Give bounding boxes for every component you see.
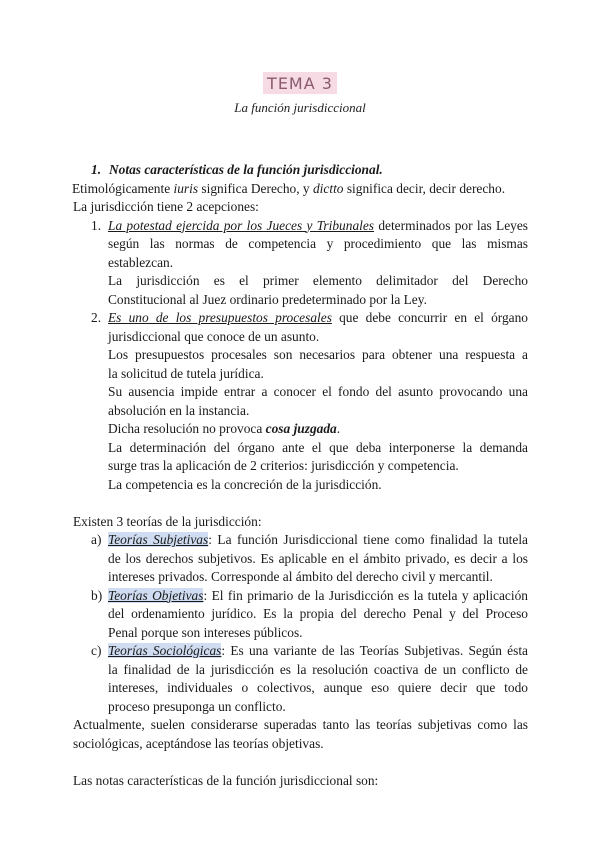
teorias-objetivas-link[interactable]: Teorías Objetivas (108, 587, 204, 603)
page-subtitle: La función jurisdiccional (234, 100, 366, 115)
teoria-item-a: a) Teorías Subjetivas: La función Jurisdiccional tiene como finalidad la tutela de los derechos subjetivos. Es aplicable en el ámbito privado, es decir a los intereses privados. Corresponde al ámbito del derecho civil y mercantil. (91, 532, 528, 584)
teorias-subjetivas-link[interactable]: Teorías Subjetivas (108, 532, 209, 547)
tema-header (0, 72, 600, 94)
cosa-juzgada-term: cosa juzgada (265, 421, 337, 436)
item-label: a) (91, 532, 102, 547)
item-label: b) (91, 587, 103, 603)
teorias-intro: Existen 3 teorías de la jurisdicción: (73, 513, 262, 529)
teoria-item-b: b) Teorías Objetivas: El fin primario de la Jurisdicción es la tutela y aplicación del ordenamiento jurídico. Es la propia del derecho Penal y del Proceso Penal porque son intereses públicos. (91, 587, 528, 640)
notas-intro: Las notas características de la función jurisdiccional son: (73, 772, 379, 788)
item-number: 2. (91, 310, 102, 325)
acepcion-item-1: 1. La potestad ejercida por los Jueces y Tribunales determinados por las Leyes según las normas de competencia y procedimiento que las mismas establezcan. La jurisdicción es el primer elemento delimitador del Derecho Constitucional al Juez ordinario predeterminado por la Ley. (91, 217, 528, 307)
section-heading (73, 161, 528, 180)
acepcion-1-link[interactable]: La potestad ejercida por los Jueces y Tribunales (108, 217, 375, 233)
acepciones-intro: La jurisdicción tiene 2 acepciones: (73, 199, 259, 214)
teoria-item-c: c) Teorías Sociológicas: Es una variante de las Teorías Subjetivas. Según ésta la finalidad de la jurisdicción es la resolución coactiva de un conflicto de intereses, individuales o colectivos, aunque eso quiere decir que todo proceso presuponga un conflicto. (91, 643, 528, 714)
item-label: c) (91, 643, 102, 658)
conclusion-line-2: sociológicas, aceptándose las teorías objetivas. (73, 735, 324, 751)
etymology-line: Etimológicamente iuris significa Derecho, y dictto significa decir, decir derecho. (72, 180, 506, 196)
tema-label: TEMA 3 (263, 72, 337, 94)
item-number: 1. (91, 217, 102, 233)
acepcion-item-2: 2. Es uno de los presupuestos procesales que debe concurrir en el órgano jurisdiccional que conoce de un asunto. Los presupuestos procesales son necesarios para obtener una respuesta a la solicitud de tutela jurídica. Su ausencia impide entrar a conocer el fondo del asunto provocando una absolución en la instancia. Dicha resolución no provoca cosa juzgada. La determinación del órgano ante el que deba interponerse la demanda surge tras la aplicación de 2 criterios: jurisdicción y competencia. La competencia es la concreción de la jurisdicción. (91, 310, 529, 492)
conclusion-line-1: Actualmente, suelen considerarse superadas tanto las teorías subjetivas como las (73, 717, 528, 732)
section-title: Notas características de la función jurisdiccional. (109, 162, 383, 177)
document-body (73, 161, 528, 790)
section-number: 1. (91, 162, 102, 177)
acepcion-2-link[interactable]: Es uno de los presupuestos procesales (108, 310, 332, 325)
teorias-sociologicas-link[interactable]: Teorías Sociológicas (108, 643, 222, 658)
